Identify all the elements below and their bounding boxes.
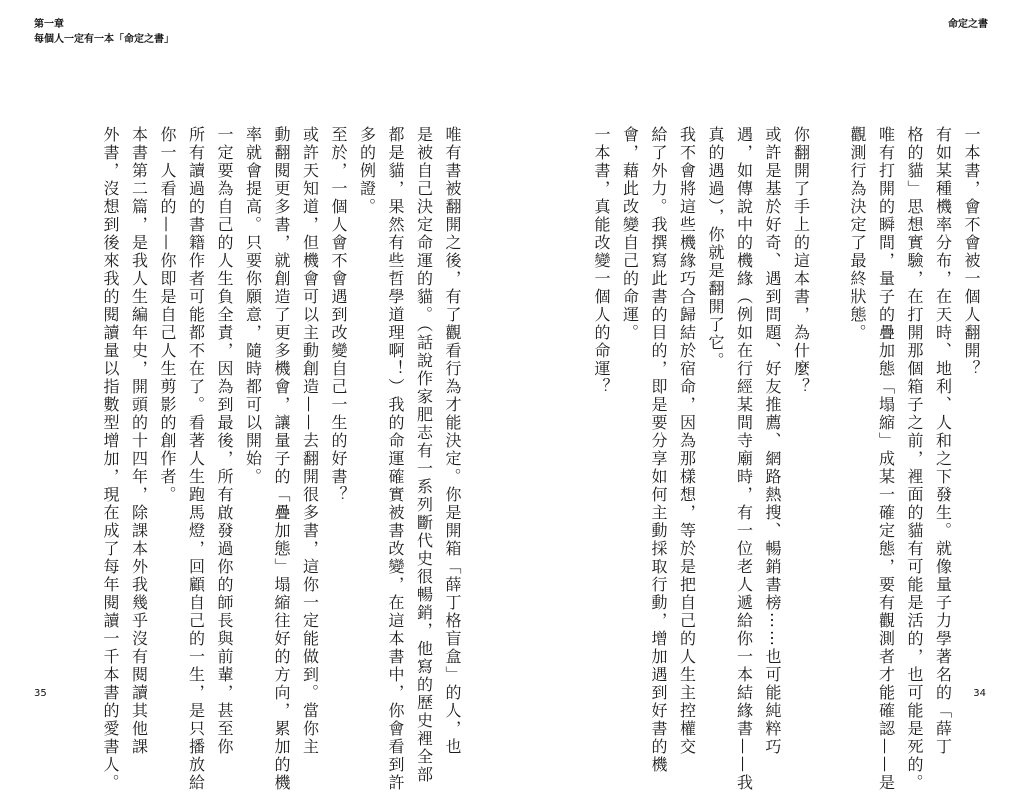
text-column: 都是貓，果然有些哲學道理啊！）我的命運確實被書改變，在這本書中，你會看到許 [386,126,405,792]
page-number-left: 35 [34,688,47,699]
text-column: 一本書，真能改變一個人的命運？ [592,126,611,396]
text-column: 會，藉此改變自己的命運。 [620,126,640,342]
text-column: 率就會提高。只要你願意，隨時都可以開始。 [243,126,263,486]
page-number-right: 34 [973,688,986,699]
chapter-title: 每個人一定有一本「命定之書」 [34,34,174,45]
text-column: 所有讀過的書籍作者可能都不在了。看著人生跑馬燈，回顧自己的一生，是只播放給 [186,126,206,792]
text-column: 是被自己決定命運的貓。（話說作家肥志有一系列斷代史很暢銷，他寫的歷史裡全部 [414,126,434,784]
text-column: 或許天知道，但機會可以主動創造——去翻開很多書，這你一定能做到。當你主 [300,126,320,756]
chapter-number: 第一章 [34,19,64,30]
text-column: 有如某種機率分布，在天時、地利、人和之下發生。就像量子力學著名的「薛丁 [933,126,953,756]
running-book-title: 命定之書 [948,19,988,30]
text-column: 你一人看的——你即是自己人生剪影的創作者。 [158,126,177,504]
text-column: 給了外力。我撰寫此書的目的，即是要分享如何主動採取行動，增加遇到好書的機 [649,126,668,774]
paragraph-gap [815,126,843,671]
text-column: 至於，一個人會不會遇到改變自己一生的好書？ [329,126,348,504]
text-column: 本書第二篇，是我人生編年史，開頭的十四年，除課本外我幾乎沒有閱讀其他課 [129,126,149,756]
text-column: 多的例證。 [357,126,377,216]
text-column: 遇，如傳說中的機緣（例如在行經某間寺廟時，有一位老人遞給你一本結緣書——我 [734,126,754,792]
text-column: 觀測行為決定了最終狀態。 [848,126,867,342]
text-column: 格的貓」思想實驗，在打開那個箱子之前，裡面的貓有可能是活的，也可能是死的。 [905,126,924,792]
text-column: 或許是基於好奇、遇到問題、好友推薦、網路熱搜、暢銷書榜⋯⋯也可能純粹巧 [763,126,782,756]
text-column: 一定要為自己的人生負全責，因為到最後，所有啟發過你的師長與前輩，甚至你 [215,126,234,756]
text-column: 一本書，會不會被一個人翻開？ [962,126,981,378]
text-column: 我不會將這些機緣巧合歸結於宿命，因為那樣想，等於是把自己的人生主控權交 [677,126,697,756]
text-column: 唯有書被翻開之後，有了觀看行為才能決定。你是開箱「薛丁格盲盒」的人，也 [443,126,462,756]
text-column: 唯有打開的瞬間，量子的疊加態「塌縮」成某一確定態，要有觀測者才能確認——是 [876,126,896,792]
text-column: 外書，沒想到後來我的閱讀量以指數型增加，現在成了每年閱讀一千本書的愛書人。 [101,126,120,792]
left-page-text [68,126,466,792]
text-column: 真的遇過），你就是翻開了它。 [706,126,725,370]
text-column: 你翻開了手上的這本書，為什麼？ [791,126,811,396]
text-column: 動翻閱更多書，就創造了更多機會，讓量子的「疊加態」塌縮往好的方向，累加的機 [272,126,291,792]
